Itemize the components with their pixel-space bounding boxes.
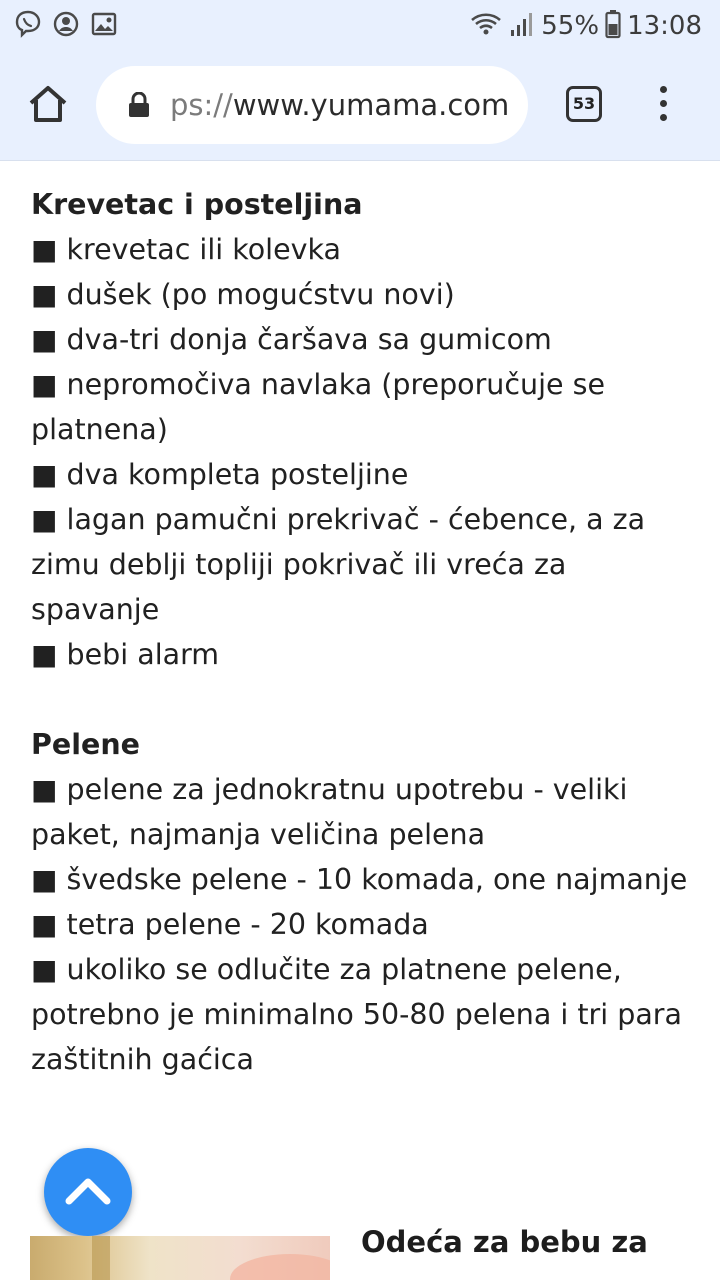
bullet-square: ■ (31, 278, 58, 311)
section-title: Pelene (31, 728, 140, 761)
list-item (31, 857, 696, 902)
list-item-text: nepromočiva navlaka (preporučuje se platnena) (31, 368, 605, 446)
home-button[interactable] (26, 82, 70, 126)
bullet-square: ■ (31, 638, 58, 671)
home-icon (26, 82, 70, 126)
list-item-text: bebi alarm (66, 638, 220, 671)
more-vert-icon[interactable] (650, 86, 676, 126)
bullet-square: ■ (31, 323, 58, 356)
scroll-to-top-button[interactable] (44, 1148, 132, 1236)
related-article-title[interactable]: Odeća za bebu za (361, 1225, 648, 1259)
list-item-text: dva-tri donja čaršava sa gumicom (66, 323, 552, 356)
section-title: Krevetac i posteljina (31, 188, 363, 221)
list-item-text: dušek (po mogućstvu novi) (66, 278, 455, 311)
list-item-text: švedske pelene - 10 komada, one najmanje (66, 863, 688, 896)
list-item-text: pelene za jednokratnu upotrebu - veliki paket, najmanja veličina pelena (31, 773, 628, 851)
bullet-square: ■ (31, 773, 58, 806)
url-text[interactable] (170, 66, 520, 144)
bullet-square: ■ (31, 368, 58, 401)
list-item-text: dva kompleta posteljine (66, 458, 409, 491)
lock-icon (128, 92, 150, 118)
list-item-text: krevetac ili kolevka (66, 233, 341, 266)
list-item (31, 497, 696, 632)
bullet-square: ■ (31, 458, 58, 491)
battery-icon (605, 9, 621, 44)
list-item (31, 902, 696, 947)
signal-icon (509, 10, 535, 43)
chevron-up-icon (63, 1170, 113, 1210)
bullet-square: ■ (31, 953, 58, 986)
viber-icon (14, 10, 42, 43)
wifi-icon (469, 10, 503, 43)
list-item-text: tetra pelene - 20 komada (66, 908, 429, 941)
section-spacer (31, 677, 696, 722)
tabs-button[interactable] (566, 86, 602, 122)
image-icon (90, 10, 118, 43)
account-icon (52, 10, 80, 43)
clock: 13:08 (627, 11, 702, 41)
list-item (31, 272, 696, 317)
url-scheme: ps:// (170, 88, 233, 122)
list-item-text: ukoliko se odlučite za platnene pelene, potrebno je minimalno 50-80 pelena i tri para zaštitnih gaćica (31, 953, 682, 1076)
list-item (31, 227, 696, 272)
url-host: www.yumama.com (232, 88, 510, 122)
bullet-square: ■ (31, 863, 58, 896)
list-item (31, 632, 696, 677)
url-bar[interactable] (96, 66, 528, 144)
article-content (31, 182, 696, 1082)
list-item-text: lagan pamučni prekrivač - ćebence, a za zimu deblji topliji pokrivač ili vreća za spavanje (31, 503, 646, 626)
tab-count: 53 (572, 94, 596, 113)
list-item (31, 362, 696, 452)
battery-percent: 55% (541, 11, 600, 41)
related-article-thumbnail[interactable] (30, 1236, 330, 1280)
status-bar (0, 0, 720, 52)
list-item (31, 317, 696, 362)
list-item (31, 452, 696, 497)
list-item (31, 767, 696, 857)
browser-toolbar (0, 52, 720, 161)
list-item (31, 947, 696, 1082)
bullet-square: ■ (31, 233, 58, 266)
bullet-square: ■ (31, 503, 58, 536)
bullet-square: ■ (31, 908, 58, 941)
